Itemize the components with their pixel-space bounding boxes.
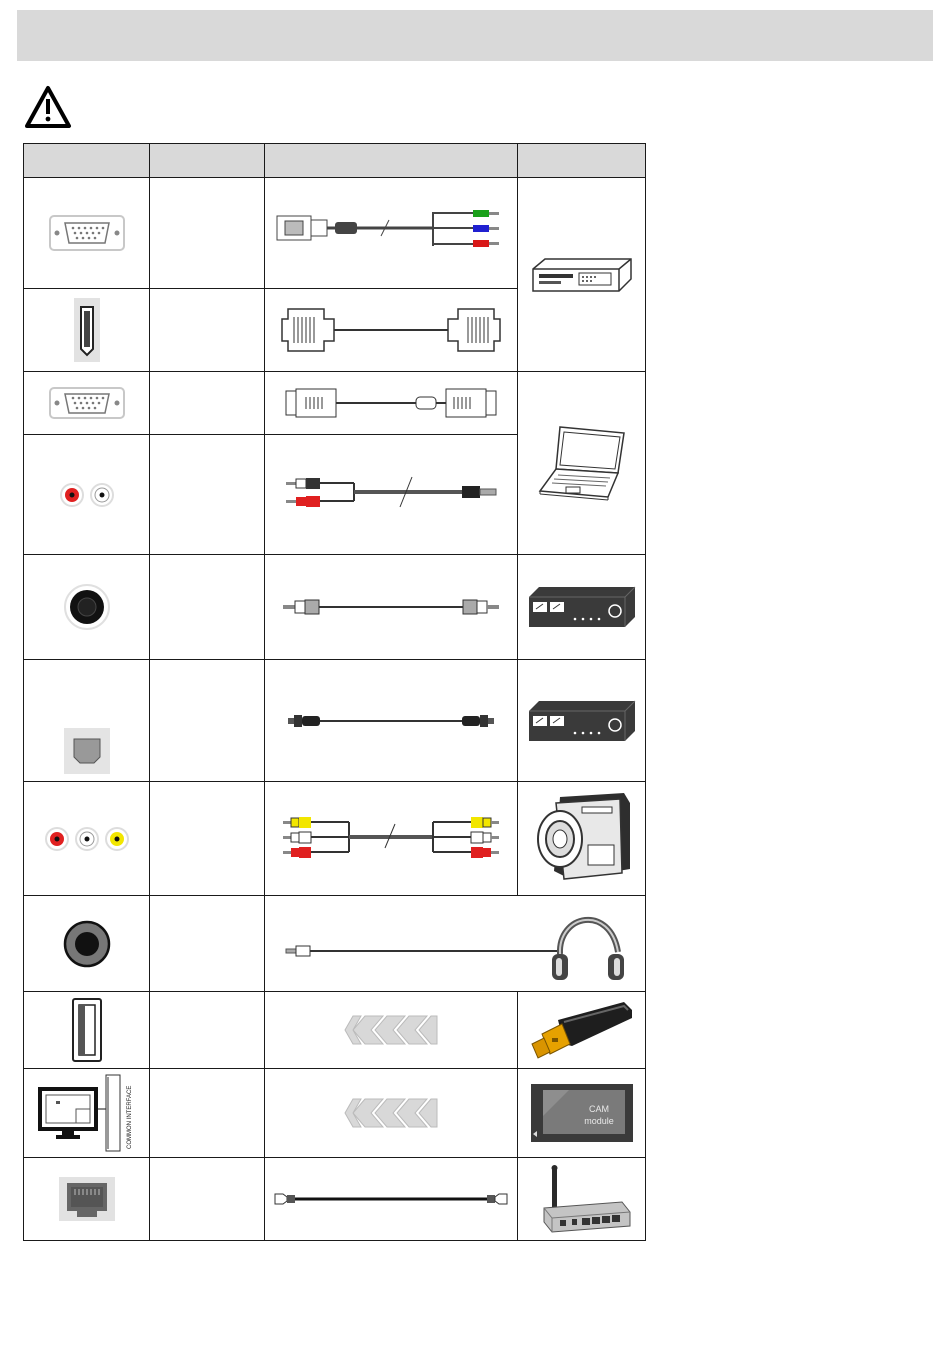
device-cell	[518, 1158, 646, 1241]
av-rca-port-icon	[42, 824, 132, 854]
insert-arrows-icon	[343, 1014, 439, 1046]
optical-port-icon	[63, 727, 111, 777]
device-cell	[518, 555, 646, 660]
type-cell	[150, 660, 265, 782]
table-row	[24, 555, 646, 660]
camcorder-icon	[530, 789, 634, 889]
cable-cell	[265, 289, 518, 372]
port-cell	[24, 660, 150, 782]
type-cell	[150, 992, 265, 1069]
cable-cell	[265, 782, 518, 896]
rca-to-jack-cable-icon	[284, 475, 498, 515]
ci-slot-icon	[34, 1073, 140, 1153]
device-cell	[518, 782, 646, 896]
insert-arrows-icon	[343, 1097, 439, 1129]
module-label: module	[583, 1116, 614, 1126]
type-cell	[150, 289, 265, 372]
type-cell	[150, 372, 265, 435]
type-cell	[150, 782, 265, 896]
router-icon	[532, 1164, 632, 1234]
table-row	[24, 178, 646, 289]
header-cables	[265, 144, 518, 178]
device-cell	[518, 992, 646, 1069]
table-row	[24, 1158, 646, 1241]
port-cell	[24, 289, 150, 372]
vga-to-component-cable-icon	[273, 208, 509, 258]
connections-table	[23, 143, 646, 1241]
type-cell	[150, 1158, 265, 1241]
laptop-icon	[536, 425, 628, 501]
cable-cell	[265, 992, 518, 1069]
cable-cell	[265, 660, 518, 782]
cable-device-cell	[265, 896, 646, 992]
port-cell	[24, 782, 150, 896]
cable-cell	[265, 372, 518, 435]
type-cell	[150, 435, 265, 555]
table-row	[24, 782, 646, 896]
headphone-cable-icon	[270, 904, 640, 984]
table-row	[24, 1069, 646, 1158]
optical-cable-icon	[286, 711, 496, 731]
cable-cell	[265, 435, 518, 555]
port-cell	[24, 435, 150, 555]
cam-module-icon	[529, 1082, 635, 1144]
port-cell	[24, 555, 150, 660]
av-rca-cable-icon	[281, 816, 501, 862]
headphone-port-icon	[63, 920, 111, 968]
port-cell	[24, 178, 150, 289]
device-cell	[518, 178, 646, 372]
audio-rca-port-icon	[57, 480, 117, 510]
type-cell	[150, 178, 265, 289]
ethernet-cable-icon	[273, 1189, 509, 1209]
table-row	[24, 660, 646, 782]
cable-cell	[265, 1158, 518, 1241]
cable-cell	[265, 555, 518, 660]
header-type	[150, 144, 265, 178]
type-cell	[150, 896, 265, 992]
device-cell	[518, 1069, 646, 1158]
headphones-icon	[552, 919, 624, 979]
device-cell	[518, 372, 646, 555]
cable-cell	[265, 1069, 518, 1158]
ethernet-port-icon	[57, 1175, 117, 1223]
ci-slot-label: COMMON INTERFACE	[126, 1085, 133, 1149]
warning-icon	[24, 84, 72, 130]
hdmi-cable-icon	[278, 301, 504, 359]
coaxial-port-icon	[63, 583, 111, 631]
header-connector	[24, 144, 150, 178]
table-row	[24, 372, 646, 435]
cable-cell	[265, 178, 518, 289]
table-header-row	[24, 144, 646, 178]
vga-port-icon	[49, 213, 125, 253]
table-row	[24, 992, 646, 1069]
amplifier-icon	[527, 699, 637, 743]
type-cell	[150, 1069, 265, 1158]
port-cell	[24, 1069, 150, 1158]
cam-label: CAM	[588, 1104, 609, 1114]
table-row	[24, 896, 646, 992]
header-device	[518, 144, 646, 178]
port-cell	[24, 896, 150, 992]
vga-cable-icon	[284, 385, 498, 421]
amplifier-icon	[527, 585, 637, 629]
type-cell	[150, 555, 265, 660]
hdmi-port-icon	[73, 297, 101, 363]
port-cell	[24, 992, 150, 1069]
device-cell	[518, 660, 646, 782]
usb-port-icon	[71, 997, 103, 1063]
coaxial-cable-icon	[281, 597, 501, 617]
port-cell	[24, 372, 150, 435]
dvd-player-icon	[531, 257, 633, 293]
usb-stick-icon	[528, 1000, 636, 1060]
vga-port-icon	[49, 386, 125, 420]
page-header-bar	[17, 10, 933, 61]
port-cell	[24, 1158, 150, 1241]
